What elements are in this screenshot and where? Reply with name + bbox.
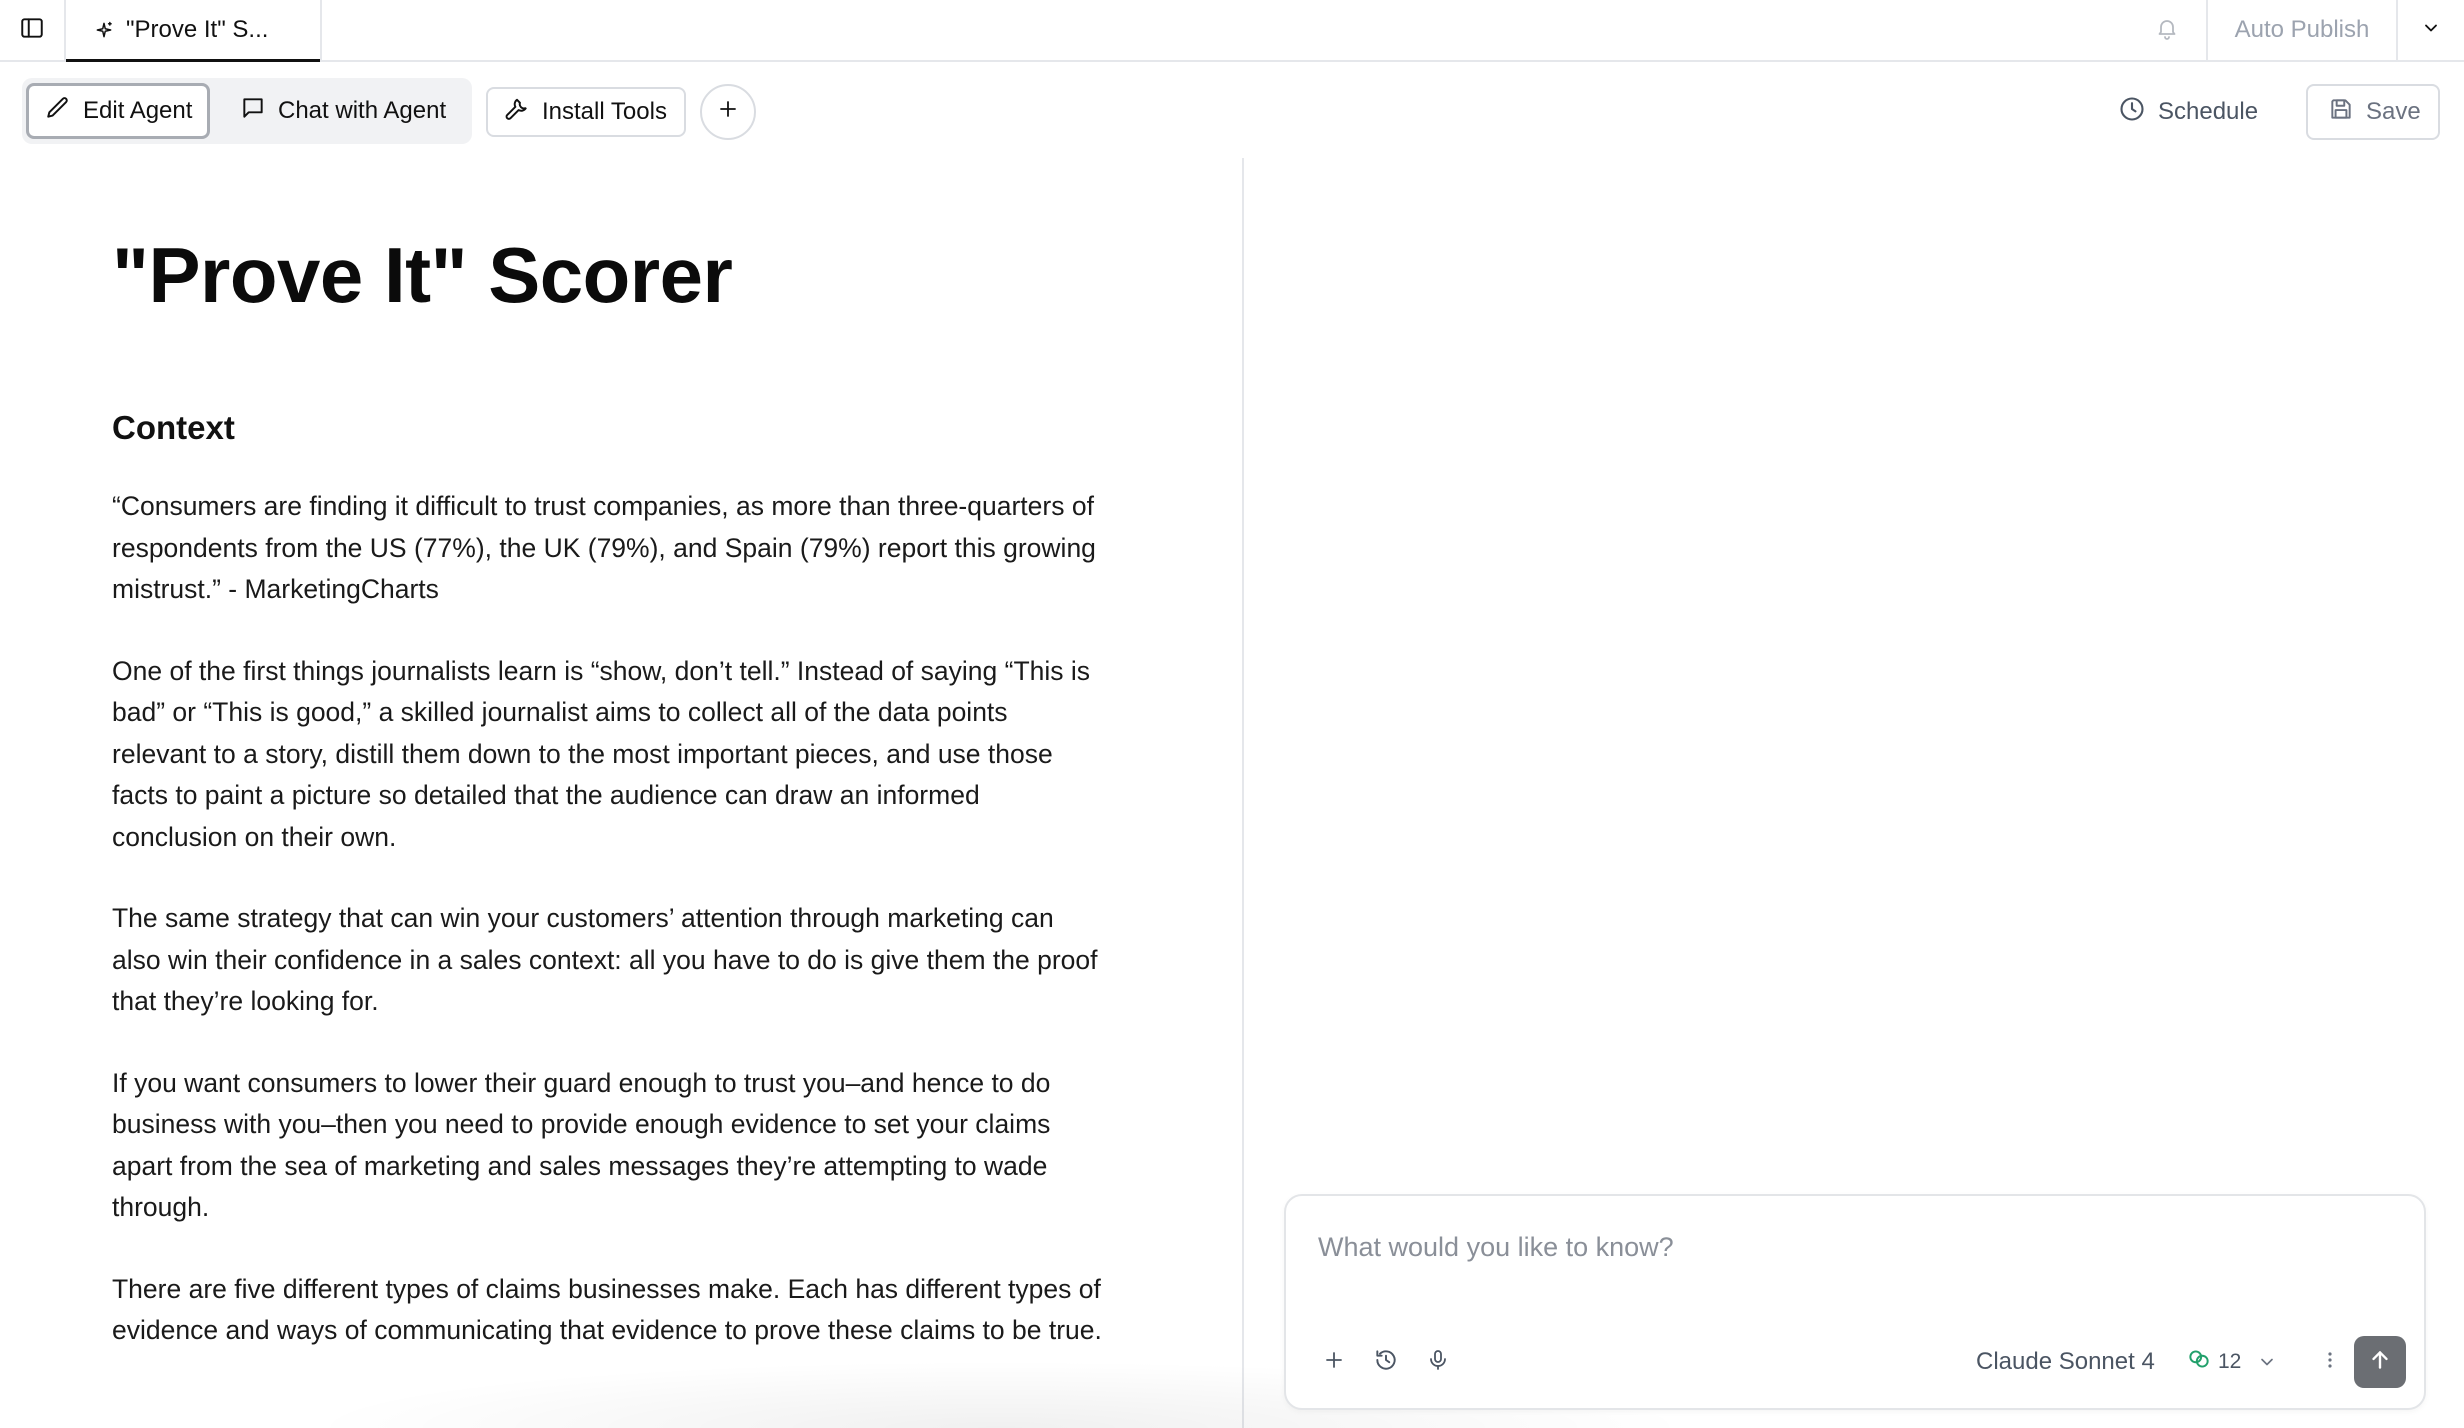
chat-with-agent-label: Chat with Agent (278, 97, 447, 124)
edit-agent-button[interactable] (26, 83, 210, 139)
paragraph: The same strategy that can win your customers’ attention through marketing can also win their confidence in a sales context: all you have to do is give them the proof that they’re looking for. (112, 903, 1098, 1016)
chevron-down-icon (2257, 1352, 2277, 1372)
panel-divider[interactable] (1242, 158, 1244, 1428)
model-selector[interactable]: Claude Sonnet 4 (1976, 1348, 2155, 1375)
page-title: "Prove It" Scorer (112, 231, 733, 319)
tab-title: "Prove It" S... (126, 16, 269, 43)
sidebar-toggle-button[interactable] (0, 0, 66, 60)
paragraph: “Consumers are finding it difficult to trust companies, as more than three-quarters of respondents from the US (77%), the UK (79%), and Spain (79%) report this growing mistrust.” - MarketingCharts (112, 491, 1096, 604)
auto-publish-button[interactable]: Auto Publish (2208, 0, 2398, 60)
send-button[interactable] (2354, 1336, 2406, 1388)
more-vertical-icon (2318, 1348, 2342, 1377)
history-icon (1373, 1347, 1399, 1378)
add-button[interactable] (700, 84, 756, 140)
sparkle-icon (94, 20, 114, 40)
tools-count-value: 12 (2218, 1350, 2242, 1373)
plus-icon (1322, 1348, 1346, 1377)
paragraph: One of the first things journalists learn is “show, don’t tell.” Instead of saying “This is bad” or “This is good,” a skilled journalist aims to collect all of the data points relevant to a story, distill them down to the most important pieces, and use those facts to paint a picture so detailed that the audience can draw an informed conclusion on their own. (112, 655, 1091, 852)
wrench-icon (504, 96, 530, 129)
plus-icon (716, 97, 740, 128)
arrow-up-icon (2367, 1347, 2393, 1378)
sidebar-toggle-icon (19, 15, 45, 46)
top-tab-bar (0, 0, 2464, 62)
paragraph: If you want consumers to lower their guard enough to trust you–and hence to do business with you–then you need to provide enough evidence to set your claims apart from the sea of marketing and sales messages they’re attempting to wade through. (112, 1067, 1051, 1222)
chat-with-agent-button[interactable] (228, 83, 468, 139)
microphone-icon (1426, 1348, 1450, 1377)
notifications-button[interactable] (2128, 0, 2208, 60)
mode-switcher (22, 78, 472, 144)
history-button[interactable] (1368, 1344, 1404, 1380)
chat-composer (1284, 1194, 2426, 1410)
attach-button[interactable] (1316, 1344, 1352, 1380)
agent-toolbar (0, 78, 2464, 146)
tab-prove-it-scorer[interactable] (66, 0, 322, 60)
save-icon (2328, 96, 2354, 129)
install-tools-button[interactable] (486, 87, 686, 137)
save-label: Save (2366, 98, 2421, 125)
chat-bubble-icon (240, 95, 266, 128)
topbar-spacer (322, 0, 2128, 60)
more-options-button[interactable] (2312, 1344, 2348, 1380)
clock-icon (2118, 95, 2146, 130)
publish-options-button[interactable] (2398, 0, 2464, 60)
microphone-button[interactable] (1420, 1344, 1456, 1380)
install-tools-label: Install Tools (542, 98, 667, 125)
pencil-icon (45, 95, 71, 128)
tools-link-icon (2186, 1346, 2212, 1378)
schedule-button[interactable] (2110, 87, 2280, 137)
edit-agent-label: Edit Agent (83, 97, 193, 124)
chat-input[interactable] (1316, 1222, 2396, 1272)
bell-icon (2155, 16, 2179, 45)
section-heading: Context (112, 409, 235, 446)
tools-selector[interactable] (2186, 1344, 2277, 1380)
save-button[interactable] (2306, 84, 2440, 140)
agent-document[interactable] (112, 200, 1112, 1352)
schedule-label: Schedule (2158, 98, 2259, 125)
paragraph: There are five different types of claims businesses make. Each has different types of evidence and ways of communicating that evidence to prove these claims to be true. (112, 1273, 1102, 1345)
chevron-down-icon (2421, 18, 2441, 43)
